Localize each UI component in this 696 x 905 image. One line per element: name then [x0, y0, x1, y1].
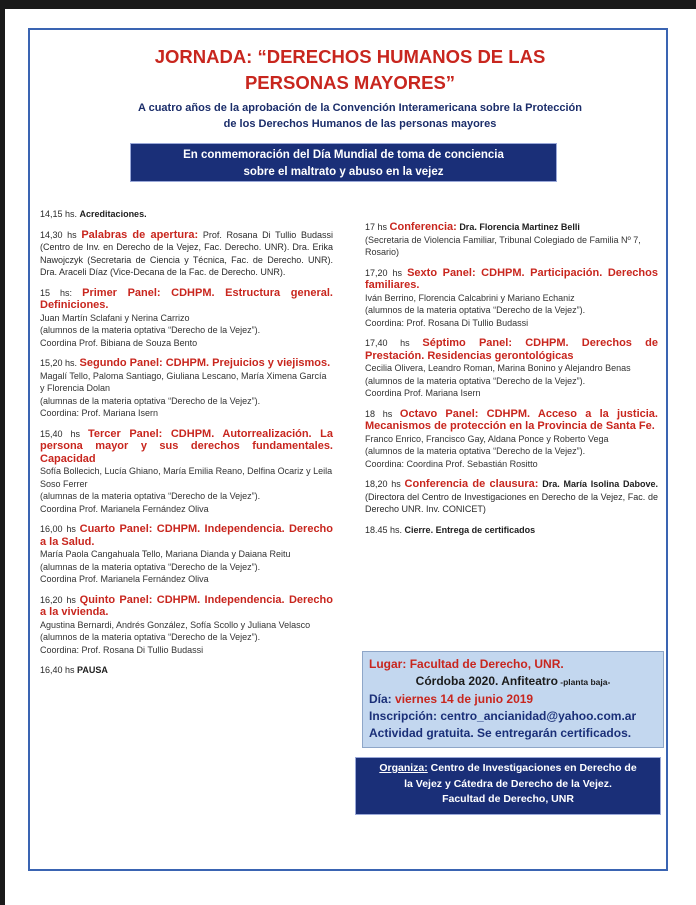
schedule-time: 17,40 hs: [365, 338, 410, 348]
schedule-time: 17 hs: [365, 222, 388, 232]
schedule-time: 14,30 hs: [40, 229, 77, 240]
schedule-detail: Dra. María Isolina Dabove.: [542, 479, 658, 489]
organiza-line-3: Facultad de Derecho, UNR: [442, 793, 574, 805]
schedule-body-line: Coordina: Coordina Prof. Sebastián Rositto: [365, 458, 538, 469]
schedule-body-line: Coordina: Prof. Rosana Di Tullio Budassi: [40, 644, 204, 655]
schedule-body-line: (alumnos de la materia optativa “Derecho de la Vejez”).: [365, 305, 586, 315]
lugar-value: Facultad de Derecho, UNR.: [409, 657, 564, 671]
schedule-title: Primer Panel: CDHPM. Estructura general. Definiciones.: [40, 286, 333, 311]
schedule-body-line: Agustina Bernardi, Andrés González, Sofía Scollo y Juliana Velasco: [40, 619, 311, 630]
dia-value: viernes 14 de junio 2019: [395, 692, 534, 706]
banner-line-2: sobre el maltrato y abuso en la vejez: [243, 166, 444, 178]
schedule-body-line: (alumnos de la materia optativa “Derecho de la Vejez”).: [40, 325, 261, 335]
schedule-item-heading: [365, 267, 658, 292]
inscripcion-label: Inscripción:: [369, 709, 438, 723]
schedule-title: Conferencia de clausura:: [404, 478, 539, 490]
schedule-body-line: Coordina: Prof. Rosana Di Tullio Budassi: [365, 317, 529, 328]
schedule-time: 14,15 hs: [40, 209, 75, 219]
schedule-time: 15 hs:: [40, 287, 73, 298]
schedule-item: [40, 664, 333, 677]
schedule-body-line: Coordina: Prof. Mariana Isern: [40, 408, 159, 418]
organiza-box: [355, 757, 661, 815]
schedule-time-separator: [80, 429, 88, 439]
schedule-body-line: Cecilia Olivera, Leandro Roman, Marina Bonino y Alejandro Benas: [365, 363, 631, 373]
schedule-body-line: (alumnos de la materia optativa “Derecho de la Vejez”).: [365, 375, 586, 386]
schedule-item: [365, 524, 658, 537]
schedule-body-line: (Secretaria de Violencia Familiar, Tribunal Colegiado de Familia Nº 7, Rosario): [365, 234, 641, 257]
schedule-title: Palabras de apertura:: [81, 228, 199, 241]
schedule-body-line: Coordina Prof. Bibiana de Souza Bento: [40, 337, 198, 348]
schedule-item-heading: [40, 229, 333, 279]
title-line-1: JORNADA: “DERECHOS HUMANOS DE LAS: [154, 46, 546, 67]
schedule-item: [40, 594, 333, 657]
schedule-detail: Cierre. Entrega de certificados: [404, 524, 536, 535]
dia-line: [369, 691, 657, 708]
schedule-time-separator: [72, 288, 82, 298]
address-text: Córdoba 2020. Anfiteatro: [415, 674, 558, 688]
schedule-title: Octavo Panel: CDHPM. Acceso a la justicia. Mecanismos de protección en la Provincia de Santa Fe.: [365, 407, 658, 432]
schedule-title: Séptimo Panel: CDHPM. Derechos de Prestación. Residencias gerontológicas: [365, 337, 658, 362]
schedule-body-line: Coordina Prof. Marianela Fernández Oliva: [40, 574, 209, 584]
schedule-title: Tercer Panel: CDHPM. Autorrealización. La persona mayor y sus derechos fundamentales. Capacidad: [40, 427, 333, 465]
schedule-body-line: Sofía Bollecich, Lucía Ghiano, María Emilia Reano, Delfina Ocariz y Leila Soso Ferrer: [40, 466, 333, 489]
left-edge-bar: [0, 0, 5, 905]
schedule-time-separator: .: [399, 524, 405, 535]
schedule-time-separator: .: [74, 209, 80, 219]
schedule-body-line: Coordina Prof. Mariana Isern: [365, 388, 481, 398]
schedule-item-heading: [365, 337, 658, 362]
subtitle-line-1: A cuatro años de la aprobación de la Convención Interamericana sobre la Protección: [138, 102, 582, 114]
schedule-detail: Dra. Florencia Martinez Belli: [459, 222, 580, 232]
schedule-item: [40, 208, 333, 221]
schedule-detail: PAUSA: [77, 665, 108, 675]
schedule-body-line: (alumnos de la materia optativa “Derecho de la Vejez”).: [365, 446, 586, 456]
schedule-right-column: [365, 221, 658, 544]
organiza-label: Organiza:: [379, 762, 428, 774]
schedule-detail-extra: (Directora del Centro de Investigaciones en Derecho de la Vejez, Fac. de Derecho UNR. Inv. CONICET): [365, 491, 658, 514]
schedule-body-line: (alumnos de la materia optativa “Derecho de la Vejez”).: [40, 632, 261, 642]
schedule-title: Sexto Panel: CDHPM. Participación. Derechos familiares.: [365, 266, 658, 291]
schedule-time-separator: [410, 338, 423, 348]
schedule-time: 18.45 hs: [365, 524, 400, 535]
inscripcion-email[interactable]: centro_ancianidad@yahoo.com.ar: [440, 709, 637, 723]
schedule-item-heading: [40, 523, 333, 548]
schedule-item-heading: [365, 221, 658, 234]
schedule-item: [365, 267, 658, 330]
banner-line-1: En conmemoración del Día Mundial de toma de conciencia: [183, 149, 504, 161]
schedule-body-line: Coordina Prof. Marianela Fernández Oliva: [40, 503, 209, 514]
schedule-item-heading: [40, 287, 333, 312]
schedule-body-line: María Paola Cangahuala Tello, Mariana Dianda y Daiana Reitu: [40, 549, 291, 559]
schedule-time: 15,20 hs.: [40, 358, 78, 368]
schedule-item: [365, 408, 658, 471]
schedule-item-heading: [40, 594, 333, 619]
schedule-title: Segundo Panel: CDHPM. Prejuicios y viejismos.: [79, 357, 331, 369]
schedule-title: Quinto Panel: CDHPM. Independencia. Derecho a la vivienda.: [40, 593, 333, 618]
schedule-body-line: Juan Martín Sclafani y Nerina Carrizo: [40, 312, 190, 323]
gratuita-line: Actividad gratuita. Se entregarán certificados.: [369, 726, 632, 740]
poster-title: [60, 44, 640, 96]
schedule-item: [40, 287, 333, 350]
schedule-item: [365, 478, 658, 516]
poster-subtitle: [80, 100, 640, 132]
schedule-time: 18 hs: [365, 408, 393, 419]
organiza-text-1: Centro de Investigaciones en Derecho de: [427, 762, 637, 774]
schedule-item-heading: [40, 357, 333, 370]
schedule-item-heading: [365, 478, 658, 516]
schedule-body-line: (alumnas de la materia optativa “Derecho de la Vejez”).: [40, 491, 261, 501]
dia-label: Día:: [369, 692, 392, 706]
schedule-item: [365, 221, 658, 259]
schedule-time: 16,00 hs: [40, 524, 76, 534]
organiza-line-1: [356, 761, 660, 777]
schedule-item: [365, 337, 658, 400]
lugar-line: [369, 656, 657, 673]
schedule-time: 16,40 hs: [40, 665, 75, 675]
schedule-body-line: Franco Enrico, Francisco Gay, Aldana Ponce y Roberto Vega: [365, 433, 609, 444]
schedule-item-heading: [365, 524, 658, 537]
schedule-title: Cuarto Panel: CDHPM. Independencia. Derecho a la Salud.: [40, 523, 333, 548]
schedule-speakers: Prof. Rosana Di Tullio Budassi (Centro de Inv. en Derecho de la Vejez, Fac. Derecho. UNR). Dra. Erika Nawojczyk (Secretaria de Ciencia y Técnica, Fac. de Derecho. UNR). Dra. Araceli Díaz (Vice-Decana de la Fac. de Derecho. UNR).: [40, 229, 333, 277]
address-floor: -planta baja-: [557, 677, 611, 687]
schedule-body-line: (alumnas de la materia optativa “Derecho de la Vejez”).: [40, 395, 261, 406]
schedule-item: [40, 523, 333, 586]
schedule-time: 18,20 hs: [365, 479, 401, 489]
top-edge-bar: [0, 0, 696, 9]
schedule-item-heading: [365, 408, 658, 433]
schedule-body-line: Iván Berrino, Florencia Calcabrini y Mariano Echaniz: [365, 292, 575, 303]
title-line-2: PERSONAS MAYORES”: [244, 72, 456, 93]
schedule-detail: Acreditaciones.: [79, 209, 147, 219]
inscripcion-line: [369, 708, 657, 725]
schedule-time: 17,20 hs: [365, 267, 403, 278]
schedule-time-separator: [392, 409, 400, 419]
schedule-time: 15,40 hs: [40, 428, 80, 439]
organiza-line-2: la Vejez y Cátedra de Derecho de la Vejez.: [404, 777, 612, 790]
schedule-item-heading: [40, 664, 333, 677]
schedule-item-heading: [40, 428, 333, 466]
schedule-title: Conferencia:: [389, 221, 457, 233]
schedule-item: [40, 229, 333, 279]
schedule-time: 16,20 hs: [40, 594, 76, 605]
schedule-left-column: [40, 208, 333, 685]
schedule-item: [40, 357, 333, 420]
lugar-label: Lugar:: [369, 657, 407, 671]
schedule-item: [40, 428, 333, 516]
schedule-item-heading: [40, 208, 333, 221]
commemoration-banner: [130, 143, 557, 182]
schedule-body-line: Magalí Tello, Paloma Santiago, Giuliana Lescano, María Ximena García y Florencia Dolan: [40, 370, 327, 393]
subtitle-line-2: de los Derechos Humanos de las personas mayores: [223, 118, 497, 130]
schedule-body-line: (alumnas de la materia optativa “Derecho de la Vejez”).: [40, 561, 261, 572]
address-line: [369, 673, 657, 691]
event-info-box: [362, 651, 664, 748]
